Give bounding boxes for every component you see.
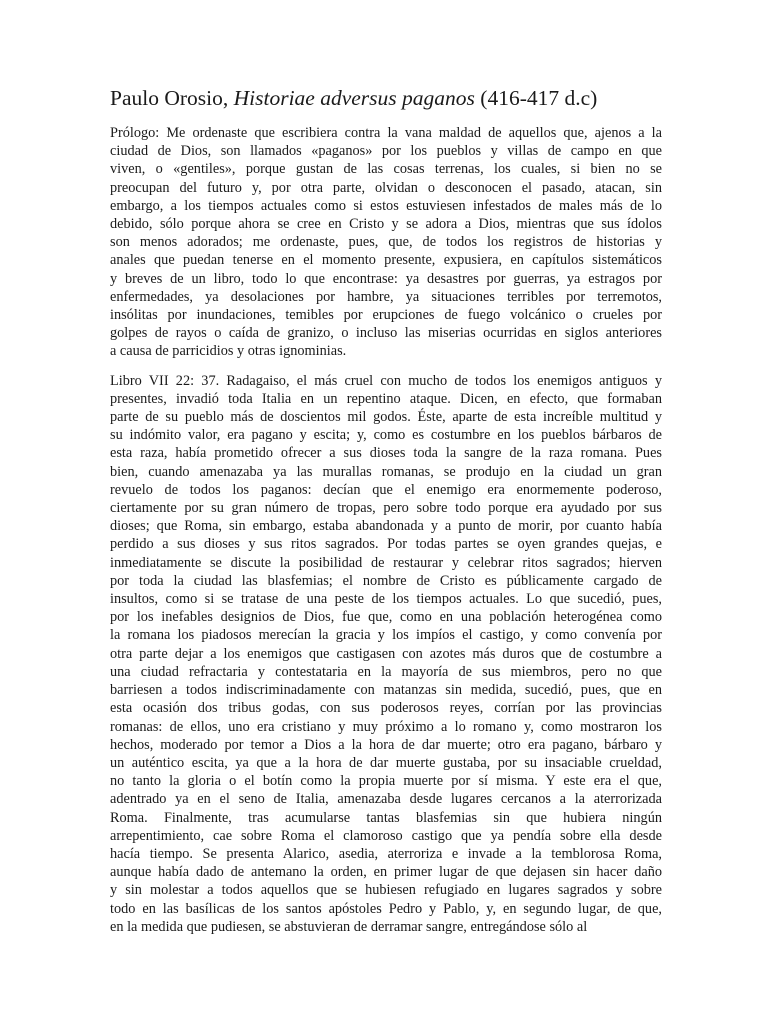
text-line: un auténtico escita, ya que a la hora de dar muerte gustaba, por su insaciable crueldad, bbox=[110, 754, 662, 771]
text-line: dioses; que Roma, sin embargo, estaba abandonada y a punto de morir, por cuanto había bbox=[110, 518, 662, 535]
text-line: golpes de rayos o caída de granizo, o incluso las miserias ocurridas en siglos anteriores bbox=[110, 325, 662, 342]
text-line: inmediatamente se discute la posibilidad de restaurar y celebrar ritos sagrados; hierven bbox=[110, 554, 662, 571]
text-line: aunque había dado de antemano la orden, en primer lugar de que dejasen sin hacer daño bbox=[110, 864, 662, 881]
text-line: parte de su pueblo más de doscientos mil godos. Éste, aparte de esta increíble multitud y bbox=[110, 409, 662, 426]
document-page bbox=[110, 84, 662, 947]
text-line: la romana los piadosos merecían la gracia y los impíos el castigo, y como convenía por bbox=[110, 627, 662, 644]
text-line: a causa de parricidios y otras ignominias. bbox=[110, 343, 347, 360]
text-line: presentes, invadió toda Italia en un repentino ataque. Dicen, en efecto, que formaban bbox=[110, 390, 662, 407]
text-line: por los inefables designios de Dios, fue que, como en una población heterogénea como bbox=[110, 609, 662, 626]
paragraph bbox=[110, 124, 662, 361]
text-line: Roma. Finalmente, tras acumularse tantas blasfemias sin que hubiera ningún bbox=[110, 809, 662, 826]
text-line: anales que puedan tenerse en el momento presente, expusiera, en capítulos sistemáticos bbox=[110, 252, 662, 269]
title-date: (416-417 d.c) bbox=[474, 86, 598, 110]
text-line: otra parte dejar a los enemigos que castigasen con azotes más duros que de costumbre a bbox=[110, 645, 662, 662]
paragraph bbox=[110, 372, 662, 936]
text-line: esta ocasión dos tribus godas, con sus poderosos reyes, corrían por las provincias bbox=[110, 700, 662, 717]
text-line: preocupan del futuro y, por otra parte, olvidan o desconocen el pasado, atacan, sin bbox=[110, 179, 662, 196]
text-line: hacía tiempo. Se presenta Alarico, asedia, aterroriza e invade a la temblorosa Roma, bbox=[110, 845, 662, 862]
text-line: por toda la ciudad las blasfemias; el nombre de Cristo es públicamente cargado de bbox=[110, 572, 662, 589]
text-line: enfermedades, ya desolaciones por hambre, ya situaciones terribles por terremotos, bbox=[110, 288, 662, 305]
text-line: ciertamente por su gran número de tropas, pero sobre todo porque era ayudado por sus bbox=[110, 500, 662, 517]
text-line: no tanto la gloria o el botín como la propia muerte por sí misma. Y este era el que, bbox=[110, 773, 662, 790]
title-author: Paulo Orosio, bbox=[110, 86, 234, 110]
text-line: una ciudad refractaria y contestataria en la mayoría de sus miembros, pero no que bbox=[110, 663, 662, 680]
text-line: en la medida que pudiesen, se abstuvieran de derramar sangre, entregándose sólo al bbox=[110, 918, 588, 935]
text-line: esta raza, había prometido ofrecer a sus dioses toda la sangre de la raza romana. Pues bbox=[110, 445, 662, 462]
text-line: perdido a sus dioses y sus ritos sagrados. Por todas partes se oyen grandes quejas, e bbox=[110, 536, 662, 553]
text-line: su indómito valor, era pagano y escita; y, como es costumbre en los pueblos bárbaros de bbox=[110, 427, 662, 444]
text-line: y sin molestar a todos aquellos que se hubiesen refugiado en lugares sagrados y sobre bbox=[110, 882, 662, 899]
text-line: y breves de un libro, todo lo que encontrase: ya desastres por guerras, ya estragos por bbox=[110, 270, 662, 287]
text-line: ciudad de Dios, son llamados «paganos» por los pueblos y villas de campo en que bbox=[110, 143, 662, 160]
text-line: Prólogo: Me ordenaste que escribiera contra la vana maldad de aquellos que, ajenos a la bbox=[110, 125, 662, 141]
text-line: revuelo de todos los paganos: decían que el enemigo era enormemente poderoso, bbox=[110, 481, 662, 498]
text-line: insultos, como si se tratase de una peste de los tiempos actuales. Lo que sucedió, pues, bbox=[110, 591, 662, 608]
text-line: barriesen a todos indiscriminadamente con matanzas sin medida, sucedió, pues, que en bbox=[110, 682, 662, 699]
text-line: todo en las basílicas de los santos apóstoles Pedro y Pablo, y, en segundo lugar, de que, bbox=[110, 900, 662, 917]
text-line: adentrado ya en el seno de Italia, amenazaba desde lugares cercanos a la aterrorizada bbox=[110, 791, 662, 808]
text-line: romanas: de ellos, uno era cristiano y muy próximo a lo romano y, como mostraron los bbox=[110, 718, 662, 735]
document-body bbox=[110, 124, 662, 936]
title-work: Historiae adversus paganos bbox=[233, 86, 475, 110]
text-line: bien, cuando amenazaba ya las murallas romanas, se produjo en la ciudad un gran bbox=[110, 463, 662, 480]
text-line: embargo, a los tiempos actuales como si estos estuviesen infestados de males más de lo bbox=[110, 197, 662, 214]
text-line: Libro VII 22: 37. Radagaiso, el más cruel con mucho de todos los enemigos antiguos y bbox=[110, 372, 662, 389]
text-line: debido, sólo porque ahora se cree en Cristo y se adora a Dios, mientras que sus ídolos bbox=[110, 216, 662, 233]
text-line: son menos adorados; me ordenaste, pues, que, de todos los registros de historias y bbox=[110, 234, 662, 251]
text-line: viven, o «gentiles», porque gustan de las cosas terrenas, los cuales, si bien no se bbox=[110, 161, 662, 178]
text-line: insólitas por inundaciones, temibles por erupciones de fuego volcánico o crueles por bbox=[110, 307, 662, 324]
text-line: arrepentimiento, cae sobre Roma el clamoroso castigo que ya pendía sobre ella desde bbox=[110, 827, 662, 844]
text-line: hechos, moderado por temor a Dios a la hora de dar muerte; otro era pagano, bárbaro y bbox=[110, 736, 662, 753]
document-title bbox=[110, 84, 662, 112]
